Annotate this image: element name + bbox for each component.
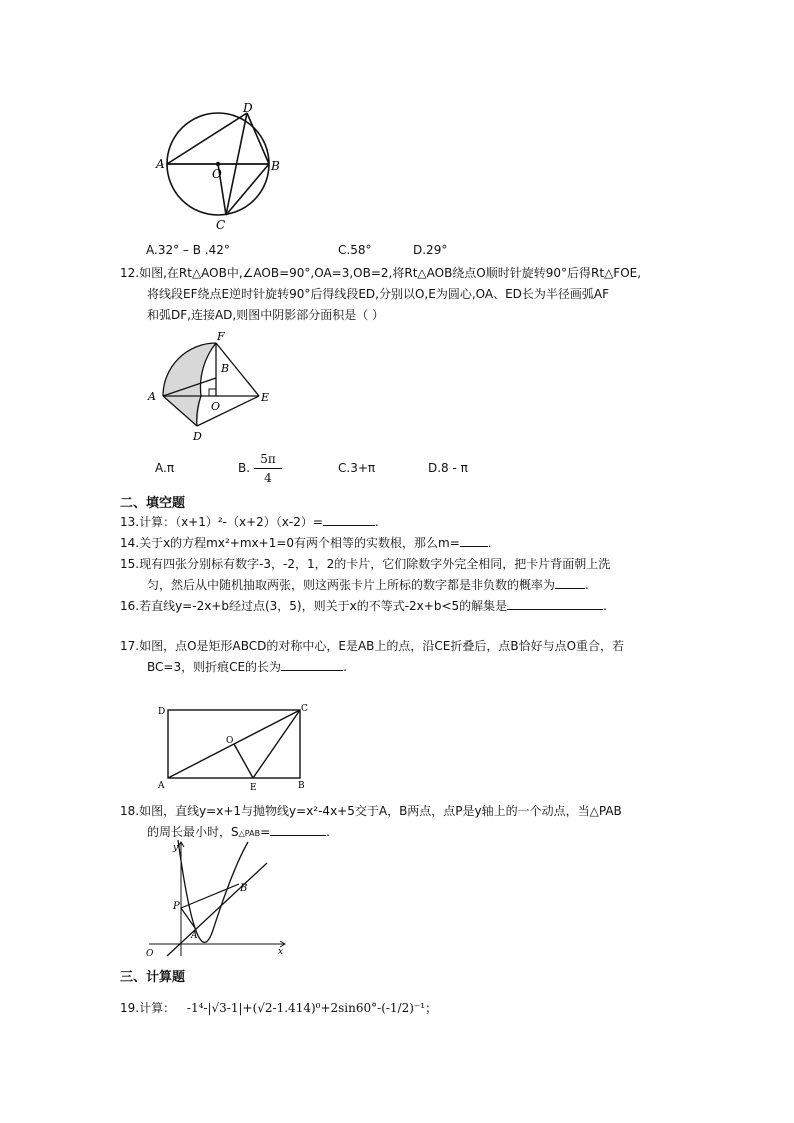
label-E: E (261, 391, 270, 404)
q12-option-d: D.8 - π (428, 461, 468, 475)
answer-blank (555, 575, 585, 589)
label-E: E (250, 783, 257, 793)
label-A: A (191, 931, 198, 941)
label-C: C (216, 218, 226, 232)
q11-option-d: D.29° (413, 243, 448, 257)
label-B: B (240, 883, 248, 894)
q12-line2: 将线段EF绕点E逆时针旋转90°后得线段ED,分别以O,E为圆心,OA、ED长为半径画弧AF (147, 287, 610, 301)
section-heading-calculation: 三、计算题 (120, 970, 186, 985)
label-F: F (217, 330, 225, 343)
answer-blank (507, 596, 603, 610)
fraction-numerator: 5π (260, 452, 276, 466)
parabola-line-figure-q18 (145, 838, 290, 960)
q11-option-ab: A.32° – B .42° (146, 243, 230, 257)
question-14: 14.关于x的方程mx²+mx+1=0有两个相等的实数根，那么m= . (120, 533, 492, 554)
label-P: P (173, 901, 180, 912)
q19-expression: -1⁴-|√3-1|+(√2-1.414)⁰+2sin60°-(-1/2)⁻¹； (186, 1001, 438, 1015)
label-B: B (271, 159, 280, 173)
label-A: A (156, 157, 165, 171)
q11-option-c: C.58° (338, 243, 372, 257)
label-O: O (146, 949, 154, 959)
label-A: A (148, 390, 156, 403)
shaded-region-figure-q12 (145, 328, 280, 448)
circle-figure-q11 (150, 100, 285, 235)
answer-blank (281, 657, 343, 671)
label-B: B (221, 362, 230, 375)
question-15: 15.现有四张分别标有数字-3，-2，1，2的卡片，它们除数字外完全相同，把卡片背面朝上洗 匀，然后从中随机抽取两张，则这两张卡片上所标的数字都是非负数的概率为 . (120, 557, 611, 592)
rectangle-fold-figure-q17 (150, 700, 315, 796)
label-C: C (301, 704, 308, 714)
label-D: D (243, 101, 253, 115)
label-D: D (193, 430, 202, 443)
question-17: 17.如图，点O是矩形ABCD的对称中心，E是AB上的点，沿CE折叠后，点B恰好与点O重合，若 BC=3，则折痕CE的长为 . (120, 639, 625, 674)
answer-blank (323, 512, 375, 526)
question-18: 18.如图，直线y=x+1与抛物线y=x²-4x+5交于A，B两点，点P是y轴上的一个动点，当△PAB 的周长最小时，S△PAB= . (120, 804, 622, 839)
q12-line1: 12.如图,在Rt△AOB中,∠AOB=90°,OA=3,OB=2,将Rt△AOB绕点O顺时针旋转90°后得Rt△FOE, (120, 266, 642, 280)
question-13: 13.计算：（x+1）²-（x+2）（x-2）= . (120, 512, 379, 533)
label-O: O (226, 736, 234, 746)
label-x: x (278, 947, 284, 957)
answer-blank (270, 822, 326, 836)
label-B: B (298, 781, 305, 791)
label-O: O (212, 167, 222, 181)
q12-line3: 和弧DF,连接AD,则图中阴影部分面积是（ ） (147, 308, 385, 322)
q12-option-c: C.3+π (338, 461, 376, 475)
question-12 (120, 263, 641, 326)
answer-blank (460, 533, 488, 547)
question-19: 19.计算： -1⁴-|√3-1|+(√2-1.414)⁰+2sin60°-(-1/2)⁻¹； (120, 1001, 438, 1015)
label-y: y (173, 843, 179, 853)
q12-option-a: A.π (155, 461, 175, 475)
section-heading-fill-in: 二、填空题 (120, 496, 186, 511)
label-D: D (158, 707, 166, 717)
fraction-denominator: 4 (264, 471, 272, 485)
question-16: 16.若直线y=-2x+b经过点(3，5)，则关于x的不等式-2x+b<5的解集是 . (120, 596, 607, 617)
label-O: O (211, 400, 221, 413)
label-A: A (158, 781, 165, 791)
